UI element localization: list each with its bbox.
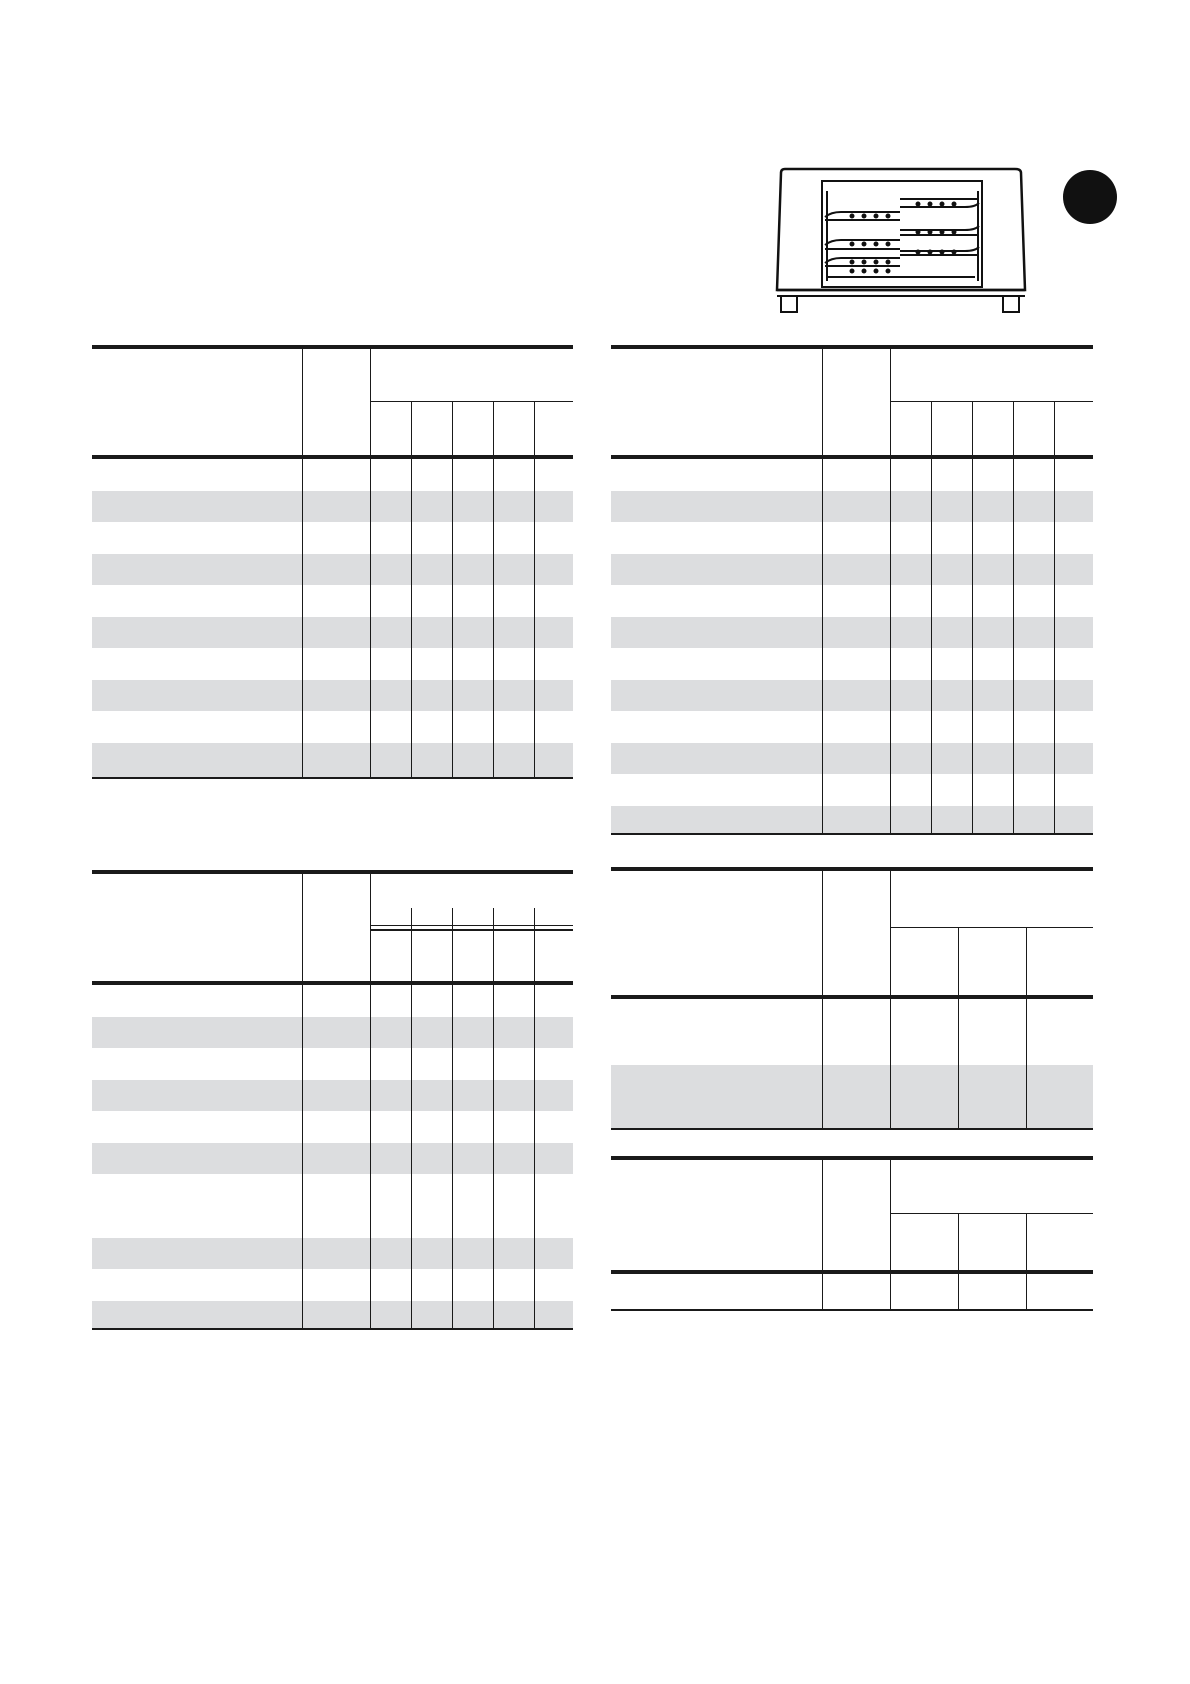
column-divider: [931, 402, 932, 835]
table-row: [92, 1301, 573, 1328]
table-row: [92, 1174, 573, 1238]
table-row: [92, 985, 573, 1017]
table-subheader-rule: [370, 925, 573, 926]
table-row: [92, 1048, 573, 1080]
table-top-rule: [92, 345, 573, 349]
column-divider: [822, 1160, 823, 1311]
column-divider: [822, 871, 823, 1130]
table-row: [92, 617, 573, 648]
column-divider: [411, 908, 412, 1330]
table-middle-right: [611, 867, 1093, 1135]
table-bottom-left: [92, 870, 573, 1340]
table-row: [611, 648, 1093, 680]
column-divider: [972, 402, 973, 835]
table-row: [611, 522, 1093, 554]
table-row: [92, 1111, 573, 1143]
table-row: [611, 554, 1093, 585]
table-row: [611, 1065, 1093, 1128]
table-top-right: [611, 345, 1093, 845]
column-divider: [1013, 402, 1014, 835]
table-row: [92, 585, 573, 617]
table-row: [611, 617, 1093, 648]
table-row: [92, 648, 573, 680]
table-row: [92, 743, 573, 777]
table-row: [92, 491, 573, 522]
table-bottom-rule: [611, 1309, 1093, 1311]
column-divider: [1054, 402, 1055, 835]
table-top-rule: [92, 870, 573, 874]
column-divider: [493, 908, 494, 1330]
table-row: [611, 999, 1093, 1065]
table-row: [611, 774, 1093, 806]
column-divider: [452, 908, 453, 1330]
column-divider: [534, 402, 535, 779]
table-subheader-rule: [890, 1213, 1093, 1214]
column-divider: [1026, 1214, 1027, 1311]
table-top-rule: [611, 1156, 1093, 1160]
table-row: [611, 459, 1093, 491]
column-divider: [1026, 928, 1027, 1130]
column-divider: [958, 1214, 959, 1311]
column-divider: [452, 402, 453, 779]
table-subheader-rule: [890, 927, 1093, 928]
column-divider: [370, 874, 371, 1330]
black-circle-badge-icon: [1063, 170, 1117, 224]
table-row: [611, 1274, 1093, 1309]
table-subheader-rule: [890, 401, 1093, 402]
table-row: [92, 459, 573, 491]
table-top-left: [92, 345, 573, 781]
column-divider: [890, 1160, 891, 1311]
column-divider: [822, 349, 823, 835]
table-row: [611, 491, 1093, 522]
table-row: [611, 711, 1093, 743]
column-divider: [890, 871, 891, 1130]
column-divider: [411, 402, 412, 779]
table-bottom-rule: [92, 777, 573, 779]
table-row: [92, 711, 573, 743]
table-bottom-right: [611, 1156, 1093, 1312]
table-subheader-rule: [370, 929, 573, 931]
table-bottom-rule: [92, 1328, 573, 1330]
column-divider: [302, 349, 303, 779]
table-row: [92, 680, 573, 711]
column-divider: [493, 402, 494, 779]
table-row: [92, 1238, 573, 1269]
column-divider: [370, 349, 371, 779]
table-row: [92, 522, 573, 554]
table-subheader-rule: [370, 401, 573, 402]
column-divider: [302, 874, 303, 1330]
table-top-rule: [611, 867, 1093, 871]
table-row: [611, 806, 1093, 833]
column-divider: [890, 349, 891, 835]
oven-shelves-icon: [775, 165, 1027, 320]
table-row: [92, 554, 573, 585]
table-bottom-rule: [611, 833, 1093, 835]
table-row: [611, 585, 1093, 617]
column-divider: [534, 908, 535, 1330]
column-divider: [958, 928, 959, 1130]
table-row: [611, 743, 1093, 774]
table-row: [92, 1080, 573, 1111]
table-row: [611, 680, 1093, 711]
table-bottom-rule: [611, 1128, 1093, 1130]
table-row: [92, 1017, 573, 1048]
table-row: [92, 1269, 573, 1301]
table-row: [92, 1143, 573, 1174]
table-top-rule: [611, 345, 1093, 349]
